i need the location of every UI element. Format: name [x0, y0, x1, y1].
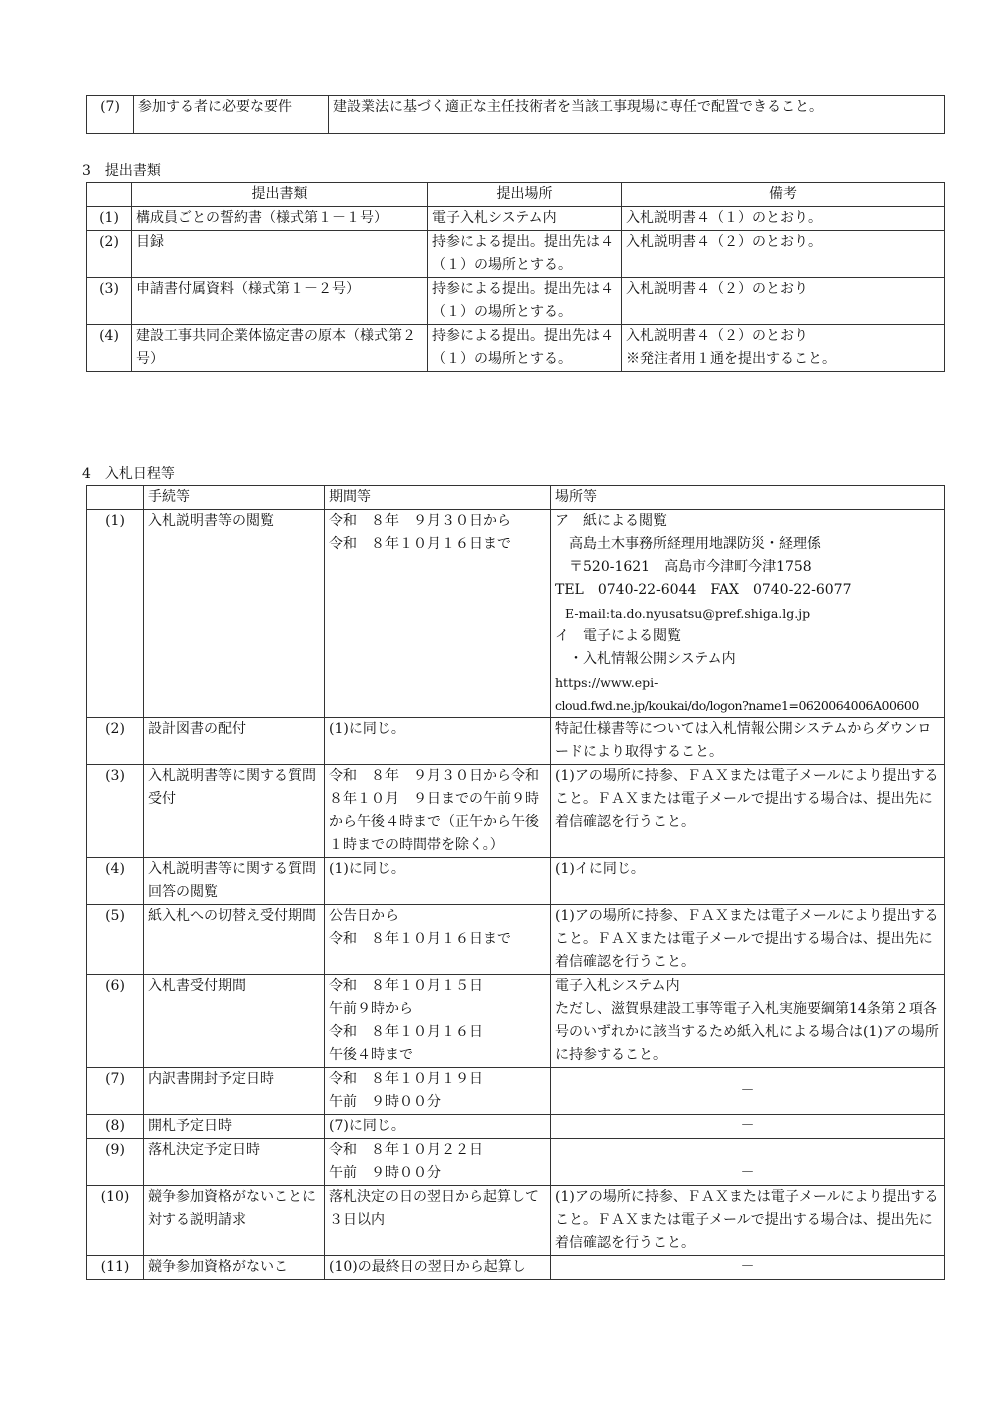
url-line: https://www.epi- [555, 675, 659, 690]
row-place: 持参による提出。提出先は４（１）の場所とする。 [428, 278, 622, 325]
place-line: ア 紙による閲覧 [555, 513, 667, 529]
row-num: (4) [87, 858, 144, 905]
period-line: 令和 ８年１０月１６日まで [329, 536, 511, 552]
row-note: 入札説明書４（１）のとおり。 [622, 207, 945, 231]
row-place: 持参による提出。提出先は４（１）の場所とする。 [428, 325, 622, 372]
period-line: 令和 ８年 ９月３０日から [329, 513, 511, 529]
row-place: (1)アの場所に持参、ＦＡＸまたは電子メールにより提出すること。ＦＡＸまたは電子メールで提出する場合は、提出先に着信確認を行うこと。 [551, 765, 945, 858]
row-num: (4) [87, 325, 132, 372]
section-3-title: 3 提出書類 [82, 163, 161, 179]
row-proc: 競争参加資格がないこ [144, 1256, 325, 1280]
row-proc: 入札説明書等の閲覧 [144, 510, 325, 718]
row-period: (1)に同じ。 [325, 718, 551, 765]
email-address: E-mail:ta.do.nyusatsu@pref.shiga.lg.jp [565, 606, 811, 621]
row-period: (10)の最終日の翌日から起算し [325, 1256, 551, 1280]
row-place: 特記仕様書等については入札情報公開システムからダウンロードにより取得すること。 [551, 718, 945, 765]
row-place: － [551, 1068, 945, 1115]
row-place: 持参による提出。提出先は４（１）の場所とする。 [428, 231, 622, 278]
period-line: 午前 ９時００分 [329, 1165, 441, 1181]
row-period [325, 510, 551, 718]
period-line: 令和 ８年１０月１９日 [329, 1071, 483, 1087]
period-line: 令和 ８年１０月２２日 [329, 1142, 483, 1158]
row-period [325, 1139, 551, 1186]
row-num: (11) [87, 1256, 144, 1280]
row-num: (3) [87, 278, 132, 325]
row-num: (10) [87, 1186, 144, 1256]
header-period: 期間等 [325, 486, 551, 510]
row-num: (2) [87, 231, 132, 278]
schedule-table [86, 485, 945, 1280]
row-num: (1) [87, 510, 144, 718]
header-note: 備考 [622, 183, 945, 207]
place-line: ただし、滋賀県建設工事等電子入札実施要綱第14条第２項各号のいずれかに該当するため紙入札による場合は(1)アの場所に持参すること。 [555, 1001, 939, 1063]
row-place: － [551, 1256, 945, 1280]
row-doc: 構成員ごとの誓約書（様式第１－１号） [132, 207, 428, 231]
period-line: 午後４時まで [329, 1047, 413, 1063]
req-num: (7) [87, 96, 134, 134]
row-note: 入札説明書４（２）のとおり [622, 278, 945, 325]
row-note-line: ※発注者用１通を提出すること。 [626, 351, 836, 367]
requirement-table [86, 95, 945, 134]
row-place: － [551, 1139, 945, 1186]
table-row [87, 207, 945, 231]
row-doc: 目録 [132, 231, 428, 278]
table-row [87, 905, 945, 975]
table-row [87, 975, 945, 1068]
row-proc: 開札予定日時 [144, 1115, 325, 1139]
row-proc: 入札書受付期間 [144, 975, 325, 1068]
row-place: (1)アの場所に持参、ＦＡＸまたは電子メールにより提出すること。ＦＡＸまたは電子メールで提出する場合は、提出先に着信確認を行うこと。 [551, 905, 945, 975]
row-note: 入札説明書４（２）のとおり。 [622, 231, 945, 278]
row-num: (7) [87, 1068, 144, 1115]
header-proc: 手続等 [144, 486, 325, 510]
header-place: 提出場所 [428, 183, 622, 207]
row-period [325, 1068, 551, 1115]
table-row [87, 765, 945, 858]
req-text: 建設業法に基づく適正な主任技術者を当該工事現場に専任で配置できること。 [329, 96, 945, 134]
place-line: イ 電子による閲覧 [555, 628, 681, 644]
place-line: 高島土木事務所経理用地課防災・経理係 [569, 536, 821, 552]
row-period [325, 905, 551, 975]
row-period: 落札決定の日の翌日から起算して３日以内 [325, 1186, 551, 1256]
row-proc: 競争参加資格がないことに対する説明請求 [144, 1186, 325, 1256]
row-period: 令和 ８年 ９月３０日から令和 ８年１０月 ９日までの午前９時から午後４時まで（正午から午後１時までの時間帯を除く。） [325, 765, 551, 858]
row-proc: 落札決定予定日時 [144, 1139, 325, 1186]
row-period: (1)に同じ。 [325, 858, 551, 905]
row-place: (1)イに同じ。 [551, 858, 945, 905]
header-doc: 提出書類 [132, 183, 428, 207]
place-line: 電子入札システム内 [555, 978, 680, 994]
documents-table [86, 182, 945, 372]
row-note-line: 入札説明書４（２）のとおり [626, 328, 808, 344]
table-row [87, 1115, 945, 1139]
row-num: (8) [87, 1115, 144, 1139]
row-doc: 申請書付属資料（様式第１－２号） [132, 278, 428, 325]
table-row [87, 510, 945, 718]
row-num: (3) [87, 765, 144, 858]
req-label: 参加する者に必要な要件 [134, 96, 329, 134]
row-place: (1)アの場所に持参、ＦＡＸまたは電子メールにより提出すること。ＦＡＸまたは電子メールで提出する場合は、提出先に着信確認を行うこと。 [551, 1186, 945, 1256]
row-period: (7)に同じ。 [325, 1115, 551, 1139]
postal-address: 〒520-1621 高島市今津町今津1758 [569, 559, 812, 575]
period-line: 午前９時から [329, 1001, 413, 1017]
row-place: 電子入札システム内 [428, 207, 622, 231]
url-line: cloud.fwd.ne.jp/koukai/do/logon?name1=0620064006A00600 [555, 698, 919, 713]
phone-fax: TEL 0740-22-6044 FAX 0740-22-6077 [555, 582, 852, 598]
table-row [87, 278, 945, 325]
row-num: (9) [87, 1139, 144, 1186]
row-proc: 設計図書の配付 [144, 718, 325, 765]
table-row [87, 1186, 945, 1256]
table-row [87, 1139, 945, 1186]
period-line: 公告日から [329, 908, 399, 924]
period-line: 令和 ８年１０月１５日 [329, 978, 483, 994]
row-num: (1) [87, 207, 132, 231]
period-line: 令和 ８年１０月１６日まで [329, 931, 511, 947]
row-place: － [551, 1115, 945, 1139]
row-num: (5) [87, 905, 144, 975]
row-note [622, 325, 945, 372]
place-line: ・入札情報公開システム内 [569, 651, 736, 667]
row-period [325, 975, 551, 1068]
row-num: (2) [87, 718, 144, 765]
period-line: 午前 ９時００分 [329, 1094, 441, 1110]
row-proc: 内訳書開封予定日時 [144, 1068, 325, 1115]
table-row [87, 1256, 945, 1280]
table-row [87, 1068, 945, 1115]
section-4-title: 4 入札日程等 [82, 466, 175, 482]
table-header-row [87, 486, 945, 510]
table-row [87, 718, 945, 765]
table-row [87, 858, 945, 905]
row-proc: 入札説明書等に関する質問受付 [144, 765, 325, 858]
row-num: (6) [87, 975, 144, 1068]
header-place: 場所等 [551, 486, 945, 510]
row-proc: 入札説明書等に関する質問回答の閲覧 [144, 858, 325, 905]
period-line: 令和 ８年１０月１６日 [329, 1024, 483, 1040]
row-place [551, 975, 945, 1068]
table-header-row [87, 183, 945, 207]
table-row [87, 231, 945, 278]
row-place [551, 510, 945, 718]
table-row [87, 325, 945, 372]
row-doc: 建設工事共同企業体協定書の原本（様式第２号） [132, 325, 428, 372]
row-proc: 紙入札への切替え受付期間 [144, 905, 325, 975]
